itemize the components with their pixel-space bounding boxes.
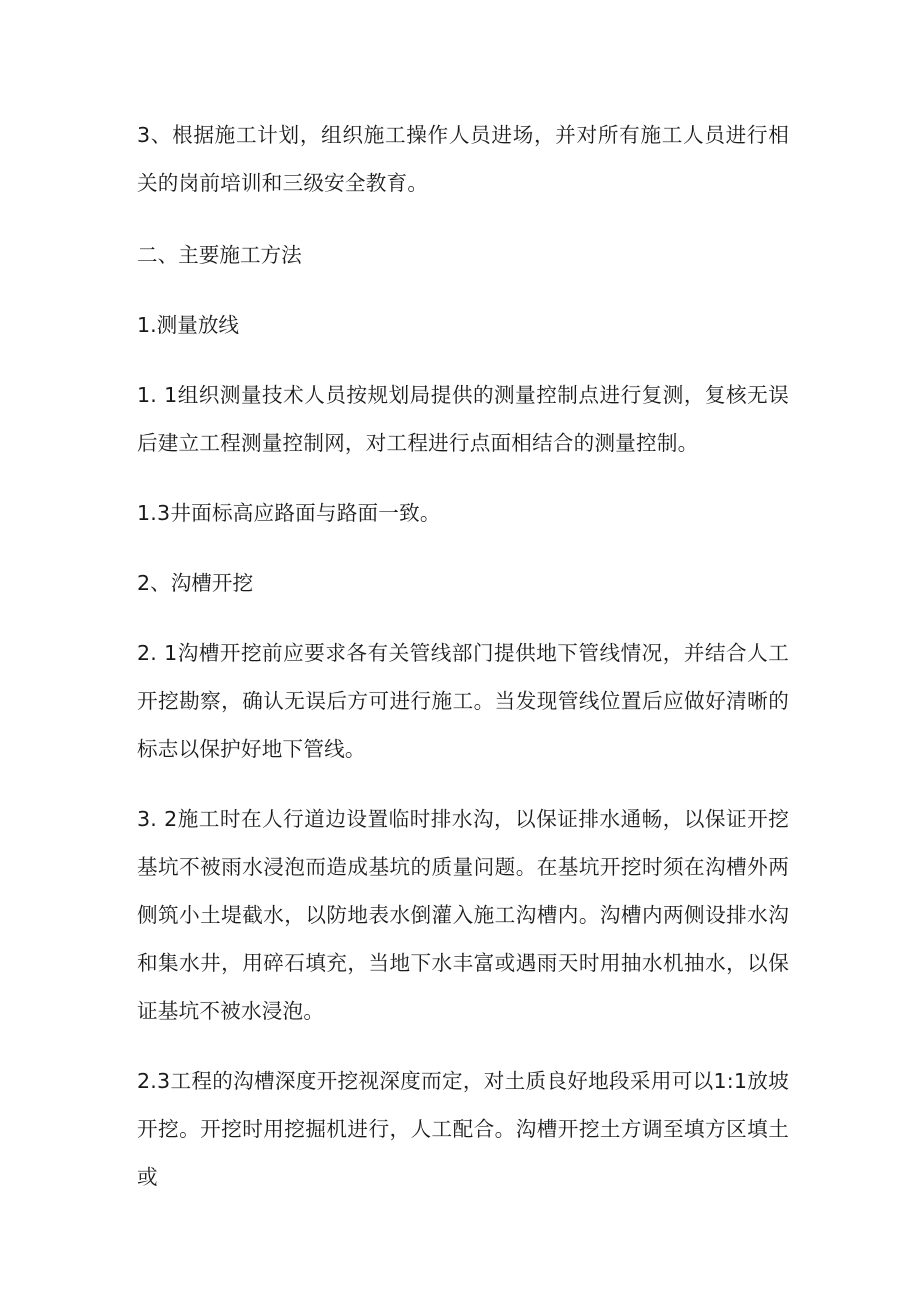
section-heading-main-methods: 二、主要施工方法 <box>137 243 302 267</box>
subsection-heading-survey: 1.测量放线 <box>137 313 240 337</box>
paragraph-preparation-training: 3、根据施工计划，组织施工操作人员进场，并对所有施工人员进行相关的岗前培训和三级安全教育。 <box>137 123 789 195</box>
paragraph-survey-control: 1. 1组织测量技术人员按规划局提供的测量控制点进行复测，复核无误后建立工程测量控制网，对工程进行点面相结合的测量控制。 <box>137 383 789 455</box>
paragraph-trench-depth: 2.3工程的沟槽深度开挖视深度而定，对土质良好地段采用可以1:1放坡开挖。开挖时用挖掘机进行，人工配合。沟槽开挖土方调至填方区填土或 <box>137 1069 789 1189</box>
paragraph-underground-pipelines: 2. 1沟槽开挖前应要求各有关管线部门提供地下管线情况，并结合人工开挖勘察，确认无误后方可进行施工。当发现管线位置后应做好清晰的标志以保护好地下管线。 <box>137 641 789 761</box>
subsection-heading-trench: 2、沟槽开挖 <box>137 571 254 595</box>
paragraph-drainage: 3. 2施工时在人行道边设置临时排水沟，以保证排水通畅，以保证开挖基坑不被雨水浸泡而造成基坑的质量问题。在基坑开挖时须在沟槽外两侧筑小土堤截水，以防地表水倒灌入施工沟槽内。沟槽内两侧设排水沟和集水井，用碎石填充，当地下水丰富或遇雨天时用抽水机抽水，以保证基坑不被水浸泡。 <box>137 807 789 1023</box>
paragraph-well-elevation: 1.3井面标高应路面与路面一致。 <box>137 501 441 525</box>
